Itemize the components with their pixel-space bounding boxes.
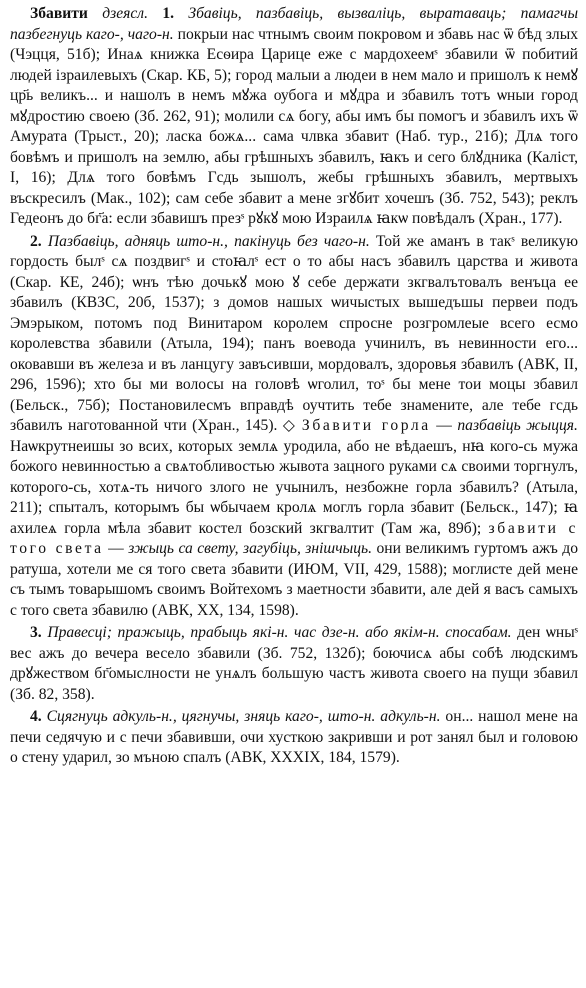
diamond-icon: ◇ [282, 417, 297, 434]
phrase-headword-2: збавити с того света [10, 519, 578, 557]
sense-citations: ден ѡныˢ вес ажъ до вечера весело збавили (Зб. 752, 132б); боючисѧ абы собѣ людскимъ дрꙋжеством бг҃омыслности не унѧлъ большую частъ живота своего на пущи збавил (Зб. 82, 358). [10, 624, 578, 703]
sense-number: 1. [162, 5, 175, 22]
phrase-gloss: пазбавіць жыцця. [457, 417, 578, 434]
sense-gloss: Пазбавіць, адняць што-н., пакінуць без чаго-н. [47, 232, 370, 250]
sense-2 [10, 232, 578, 622]
phrase-citations-2: они великимъ гуртомъ ажъ до ратуша, хотели ме ся того света збавити (ИЮМ, VII, 429, 1588); моглисте дей мене съ тымъ товарышомъ своимъ Войтехомъ з маетности збавити, але дей я васъ самыхъ с того света збавилю (АВК, XX, 134, 1598). [10, 540, 578, 619]
sense-4 [10, 707, 578, 769]
sense-3 [10, 623, 578, 705]
sense-1 [10, 4, 578, 230]
part-of-speech: дзеясл. [102, 5, 148, 22]
dictionary-entry [10, 4, 578, 769]
sense-gloss: Сцягнуць адкуль-н., цягнучы, зняць каго-, што-н. адкуль-н. [46, 708, 441, 725]
headword: Збавити [30, 5, 88, 22]
sense-number: 3. [30, 624, 42, 641]
sense-citations: Той же аманъ в такˢ великую гордость былˢ сѧ поздвигˢ и стоꙗлˢ ест о то абы насъ збавилъ царства и живота (Скар. КЕ, 24б); ѡнъ тѣю дочькꙋ мою ꙋ себе держати зкгвалътовалъ венъца ее збавилъ (КВЗС, 20б, 1537); з домов нашых ѡичыстых вышедъшы первеи подъ Эмэрыком, потомъ под Винитаром королем спросне розгромлеые всего есмо королевства збавили (Атыла, 194); панъ воевода учинилъ, въ невинности его... оковавши въ железа и въ ланцугу завъсивши, мордовалъ, здоровья збавилъ (АВК, II, 296, 1596); хто бы ми волосы на головѣ ѡголил, тоˢ бы мене тои моцы збавил (Бельск., 75б); Постановилесмъ вправдѣ оучтить тебе знамените, але тебе гсдь збавилъ наготованной чти (Хран., 145). [10, 232, 578, 434]
sense-gloss: Збавіць, пазбавіць, вызваліць, выратаваць; памагчы пазбегнуць каго-, чаго-н. [10, 5, 579, 43]
phrase-dash: — [430, 417, 458, 434]
sense-citations: покрыи нас чтнымъ своим покровом и збавь нас ѿ бѣд злых (Чэцця, 51б); Инаѧ книжка Есѳира Царице еже с мардохеемˢ збавили ѿ побитий людей ізраилевыхъ (Скар. КБ, 5); город малыи а людеи в нем мало и пришолъ к немꙋ цр҃ь великъ... и нашолъ в немъ мꙋжа оубога и мꙋдра и збавилъ тотъ ѡныи город мꙋдростию своею (Зб. 262, 91); молили сѧ богу, абы имъ бы помогъ и збавилъ ихъ ѿ Амурата (Трыст., 20); ласка божѧ... сама члвка збавит (Наб. тур., 21б); Длѧ того бовѣмъ и пришолъ на землю, абы грѣшныхъ збавилъ, ꙗкъ и сего блꙋдника (Каліст, I, 16); Длѧ того бовѣмъ Гсдь зышолъ, жебы грѣшныхъ збавилъ, мертвыхъ въскресилъ (Мак., 102); сам себе збавит а мене згꙋбит хочешъ (Зб. 752, 543); реклъ Гедеонъ до бг҃а: если збавишъ презˢ рꙋкꙋ мою Израилѧ ꙗкѡ повѣдалъ (Хран., 177). [10, 25, 578, 227]
sense-number: 2. [30, 232, 42, 250]
sense-number: 4. [30, 708, 42, 725]
sense-gloss: Правесці; пражыць, прабыць які-н. час дзе-н. або якім-н. спосабам. [47, 624, 512, 641]
phrase-citations: Наѡкрутнеишы зо всих, которых землѧ уродила, або не вѣдаешъ, нꙗ кого-сь мужа божого невинностью а свѧтобливостью жывота зацного руками сѧ своими торгнулъ, которого-сь, хотѧ-ть ничого злого не учынилъ, незбожне горла збавилъ? (Атыла, 211); спыталъ, которымъ бы ѡбычаем кролѧ моглъ горла збавит (Бельск., 147); ꙗ ахилеѧ горла мѣла збавит костел бозский зкгвалтит (Там жа, 89б); [10, 437, 578, 537]
phrase-gloss-2: зжыць са свету, загубіць, знішчыць. [128, 540, 372, 557]
phrase-headword: Збавити горла [301, 417, 431, 434]
sense-citations: он... нашол мене на печи седячую и с печи збавивши, очи хусткою закривши и рот занял был и головою о стену ударил, зо мъною спалъ (АВК, XXXIX, 184, 1579). [10, 708, 578, 766]
phrase-dash-2: — [103, 540, 129, 557]
